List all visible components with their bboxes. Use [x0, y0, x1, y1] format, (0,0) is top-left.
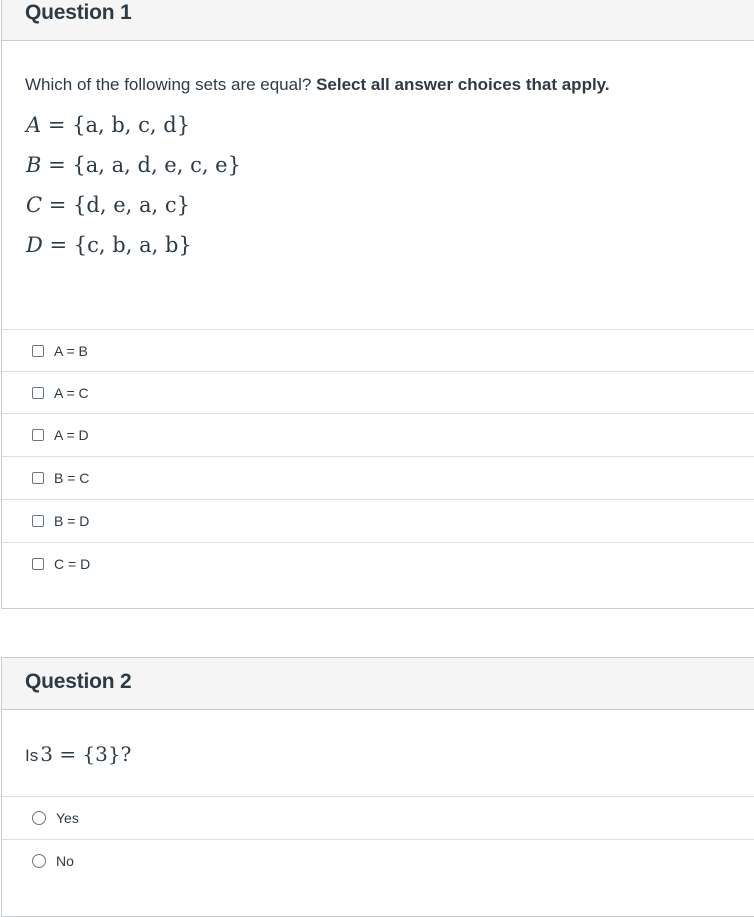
answer-label: B = D — [54, 513, 90, 529]
set-d-name: D — [26, 233, 43, 257]
question-1-prompt — [25, 75, 610, 95]
question-1-answers — [2, 329, 754, 584]
set-c-elements: = {d, e, a, c} — [48, 193, 190, 217]
checkbox[interactable] — [32, 387, 44, 399]
set-c-definition — [26, 193, 190, 217]
checkbox[interactable] — [32, 558, 44, 570]
question-1-header — [2, 0, 754, 41]
answer-option[interactable] — [2, 839, 754, 882]
question-1-prompt-text: Which of the following sets are equal? — [25, 75, 317, 94]
answer-option[interactable] — [2, 796, 754, 839]
answer-label: B = C — [54, 470, 90, 486]
set-d-definition — [26, 233, 192, 257]
question-2-header — [2, 658, 754, 710]
answer-option[interactable] — [2, 371, 754, 413]
checkbox[interactable] — [32, 345, 44, 357]
answer-option[interactable] — [2, 456, 754, 499]
answer-label: C = D — [54, 555, 91, 572]
checkbox[interactable] — [32, 429, 44, 441]
radio-button[interactable] — [32, 811, 46, 825]
question-2-prompt-math: 3 = {3}? — [40, 742, 132, 766]
set-a-definition — [26, 113, 190, 137]
answer-label: A = C — [54, 384, 89, 401]
answer-option[interactable] — [2, 413, 754, 456]
question-1-prompt-instruction: Select all answer choices that apply. — [316, 75, 610, 94]
answer-option[interactable] — [2, 542, 754, 584]
set-b-elements: = {a, a, d, e, c, e} — [48, 153, 241, 177]
set-a-name: A — [26, 113, 42, 137]
answer-label: No — [56, 853, 74, 869]
question-2-answers — [2, 796, 754, 882]
question-2-prompt — [25, 742, 131, 766]
answer-option[interactable] — [2, 329, 754, 371]
answer-label: A = D — [54, 427, 89, 443]
question-1-title: Question 1 — [25, 1, 132, 24]
answer-label: Yes — [56, 810, 79, 826]
set-c-name: C — [26, 193, 43, 217]
set-d-elements: = {c, b, a, b} — [49, 233, 192, 257]
question-2-prompt-text: Is — [25, 746, 39, 765]
checkbox[interactable] — [32, 515, 44, 527]
question-2-title: Question 2 — [25, 670, 132, 693]
set-b-name: B — [26, 153, 42, 177]
answer-option[interactable] — [2, 499, 754, 542]
checkbox[interactable] — [32, 472, 44, 484]
radio-button[interactable] — [32, 854, 46, 868]
question-2-card — [1, 657, 754, 917]
answer-label: A = B — [54, 342, 88, 359]
question-1-card — [1, 0, 754, 609]
set-a-elements: = {a, b, c, d} — [47, 113, 191, 137]
set-b-definition — [26, 153, 241, 177]
